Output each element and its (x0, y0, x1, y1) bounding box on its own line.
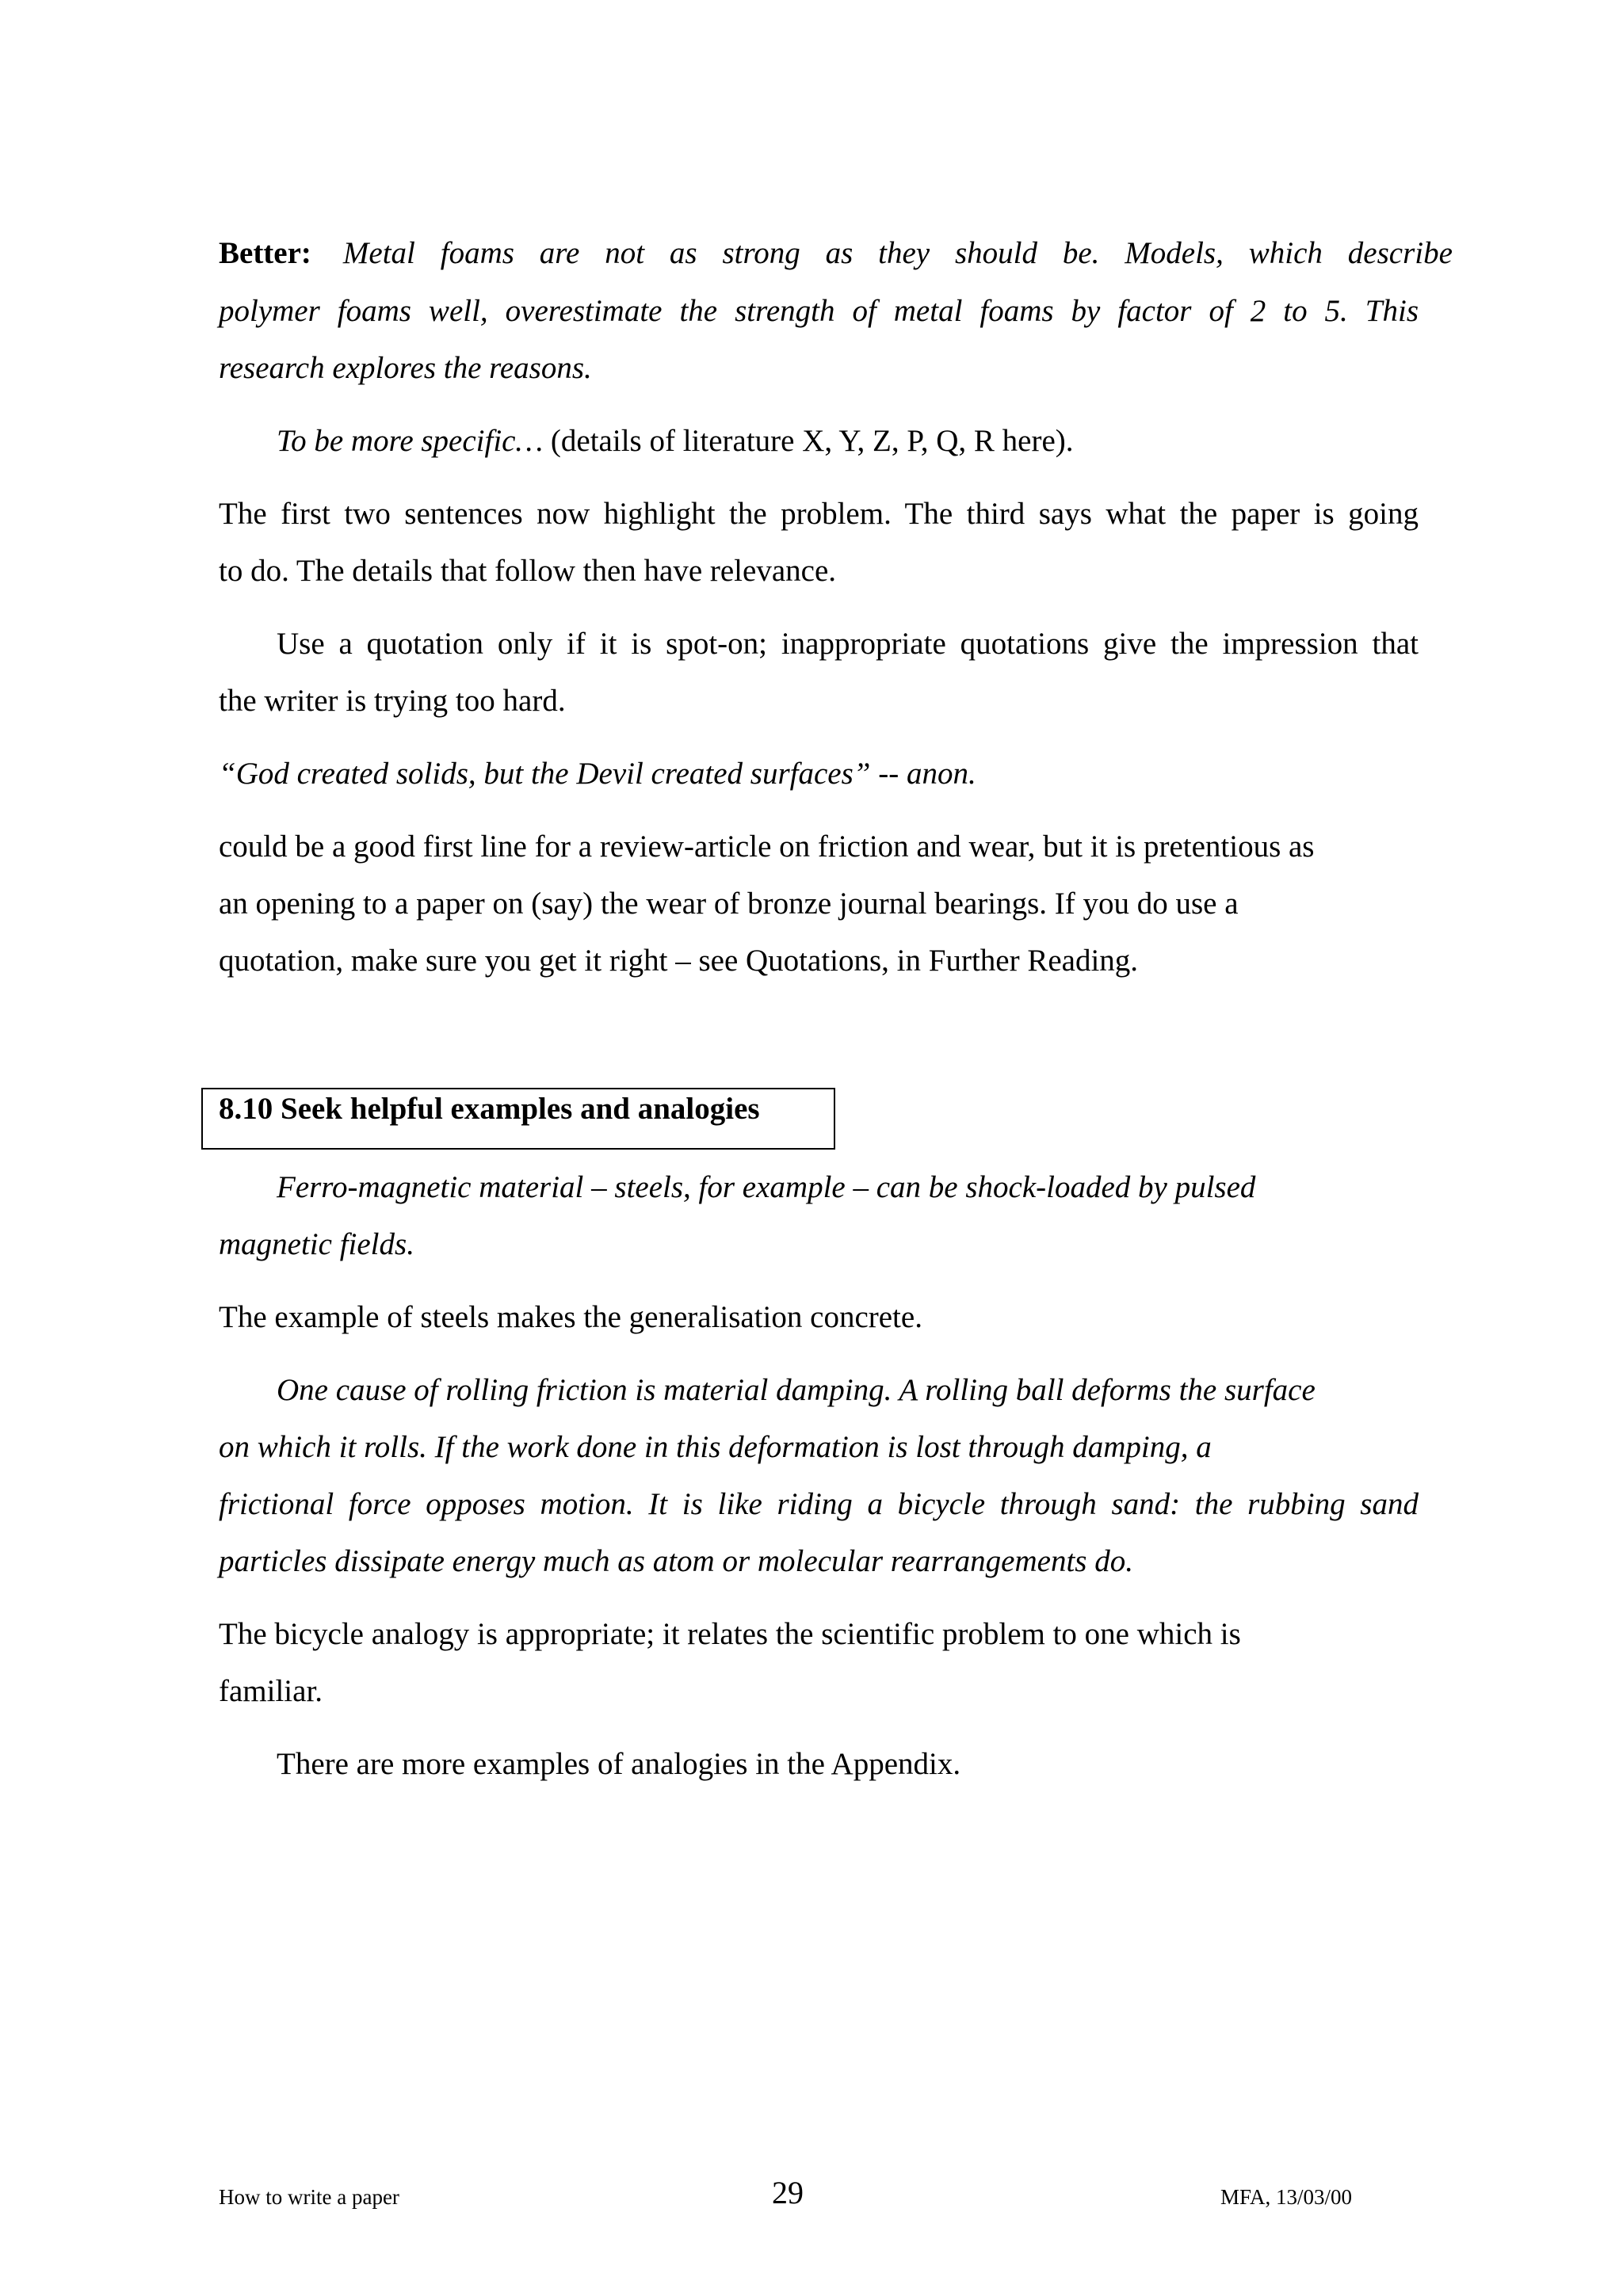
specific-italic: To be more specific… (277, 424, 544, 458)
rolling-line-4: particles dissipate energy much as atom or molecular rearrangements do. (219, 1544, 1133, 1578)
rolling-line-3: frictional force opposes motion. It is like riding a bicycle through sand: the rubbing sand (219, 1487, 1419, 1521)
steels-para: The example of steels makes the generalisation concrete. (219, 1300, 922, 1334)
footer-date: MFA, 13/03/00 (1220, 2185, 1353, 2209)
quotation-line-2: the writer is trying too hard. (219, 684, 566, 718)
specific-line (277, 422, 1419, 460)
specific-rest: (details of literature X, Y, Z, P, Q, R here). (543, 424, 1074, 458)
section-heading: 8.10 Seek helpful examples and analogies (219, 1092, 760, 1126)
footer-title: How to write a paper (219, 2185, 399, 2209)
better-label: Better: (219, 236, 311, 270)
review-line-2: an opening to a paper on (say) the wear of bronze journal bearings. If you do use a (219, 887, 1239, 921)
highlight-line-2: to do. The details that follow then have relevance. (219, 554, 837, 588)
quote-text: “God created solids, but the Devil created surfaces” -- anon. (219, 757, 976, 791)
better-line-1 (219, 235, 1453, 273)
highlight-line-1: The first two sentences now highlight the problem. The third says what the paper is going (219, 497, 1419, 531)
bicycle-line-1: The bicycle analogy is appropriate; it relates the scientific problem to one which is (219, 1617, 1241, 1651)
ferro-line-2: magnetic fields. (219, 1227, 414, 1261)
better-text-3: research explores the reasons. (219, 351, 592, 385)
page-number: 29 (772, 2175, 804, 2210)
quotation-line-1: Use a quotation only if it is spot-on; inappropriate quotations give the impression that (277, 627, 1419, 661)
review-line-1: could be a good first line for a review-article on friction and wear, but it is pretentious as (219, 830, 1315, 864)
appendix-para: There are more examples of analogies in the Appendix. (277, 1747, 961, 1781)
better-text-1: Metal foams are not as strong as they should be. Models, which describe (342, 236, 1453, 270)
better-text-2: polymer foams well, overestimate the strength of metal foams by factor of 2 to 5. This (219, 294, 1419, 328)
bicycle-line-2: familiar. (219, 1674, 323, 1708)
rolling-line-2: on which it rolls. If the work done in this deformation is lost through damping, a (219, 1430, 1212, 1464)
review-line-3: quotation, make sure you get it right – see Quotations, in Further Reading. (219, 944, 1139, 978)
rolling-line-1: One cause of rolling friction is material damping. A rolling ball deforms the surface (277, 1373, 1316, 1407)
ferro-line-1: Ferro-magnetic material – steels, for example – can be shock-loaded by pulsed (277, 1170, 1256, 1204)
